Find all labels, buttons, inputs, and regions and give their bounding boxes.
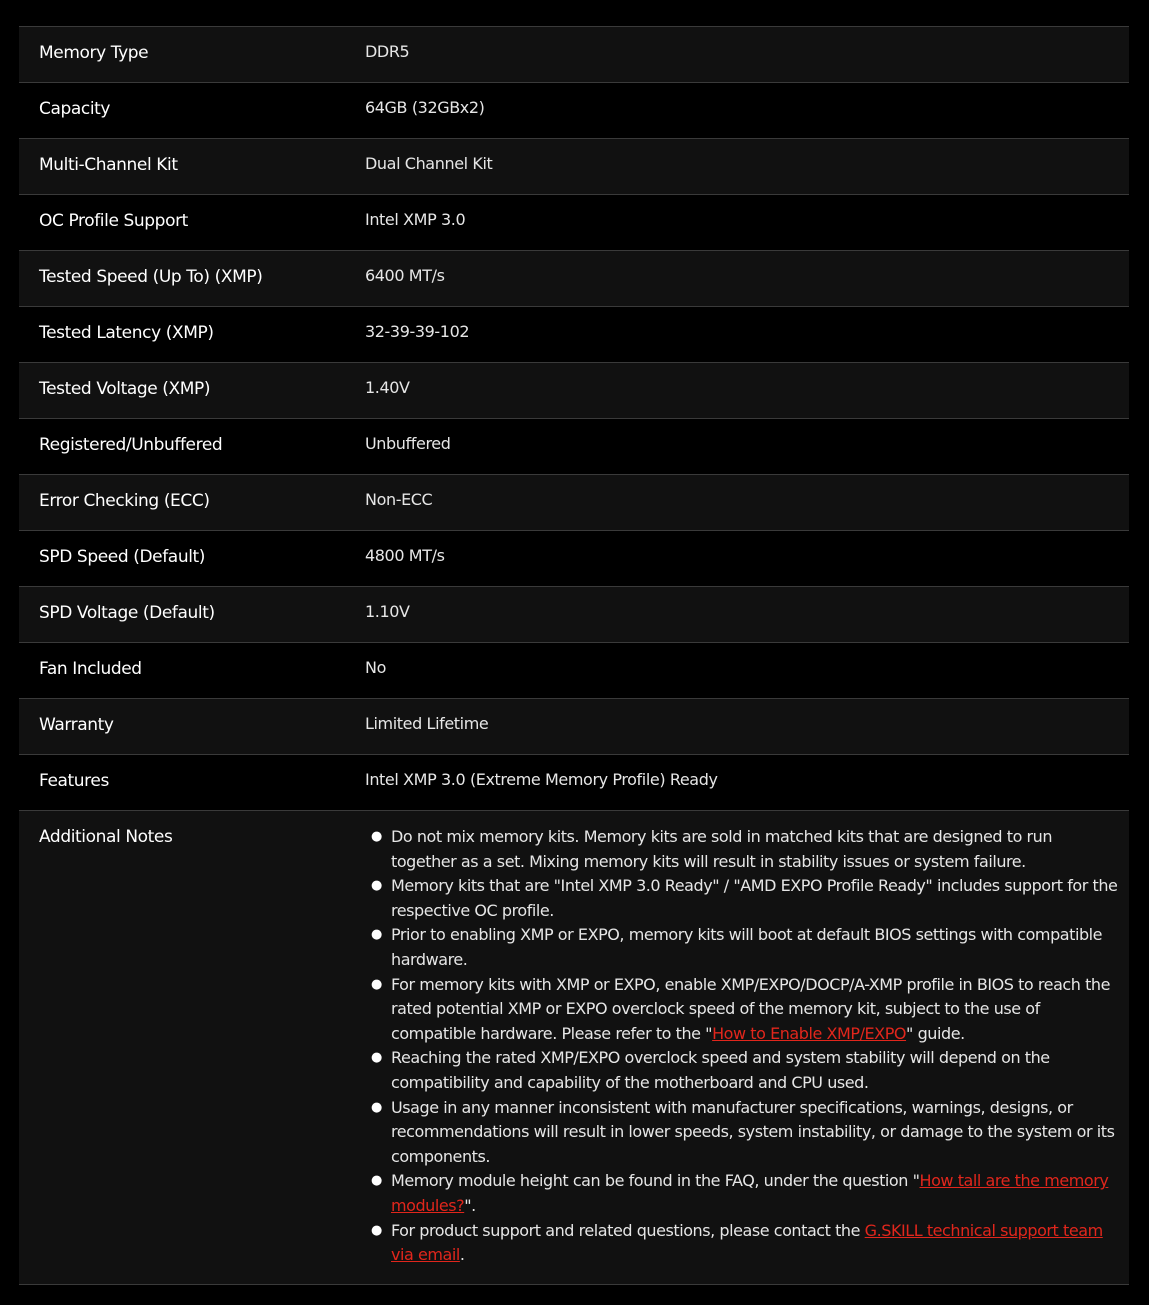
spec-label: Multi-Channel Kit (39, 155, 178, 175)
spec-label: Additional Notes (39, 827, 173, 847)
note-text: Prior to enabling XMP or EXPO, memory kits will boot at default BIOS settings with compatible hardware. (391, 925, 1103, 969)
bullet-icon: ● (371, 1099, 382, 1115)
spec-row-additional-notes (19, 811, 1129, 1285)
spec-label: Tested Voltage (XMP) (39, 379, 211, 399)
spec-label: Registered/Unbuffered (39, 435, 223, 455)
spec-row-memory-type (19, 27, 1129, 83)
spec-row-spd-voltage (19, 587, 1129, 643)
spec-row-oc-profile-support (19, 195, 1129, 251)
spec-label: Capacity (39, 99, 111, 119)
spec-label: Tested Latency (XMP) (39, 323, 214, 343)
notes-list (365, 825, 1119, 1268)
spec-label: Memory Type (39, 43, 149, 63)
spec-value: 32-39-39-102 (365, 322, 470, 341)
spec-label: SPD Speed (Default) (39, 547, 206, 567)
spec-value: Dual Channel Kit (365, 154, 493, 173)
spec-value: Unbuffered (365, 434, 451, 453)
spec-label: SPD Voltage (Default) (39, 603, 215, 623)
spec-row-fan-included (19, 643, 1129, 699)
note-text: Memory module height can be found in the FAQ, under the question " (391, 1171, 920, 1191)
note-text: Usage in any manner inconsistent with manufacturer specifications, warnings, designs, or recommendations will result in lower speeds, system instability, or damage to the system or its components. (391, 1097, 1115, 1166)
bullet-icon: ● (371, 1222, 382, 1238)
enable-xmp-guide-link[interactable]: How to Enable XMP/EXPO (712, 1023, 907, 1043)
note-text: ". (464, 1195, 476, 1215)
bullet-icon: ● (371, 829, 382, 844)
spec-row-features (19, 755, 1129, 811)
spec-value: 4800 MT/s (365, 546, 445, 565)
bullet-icon: ● (371, 878, 382, 894)
spec-row-error-checking (19, 475, 1129, 531)
list-item (371, 923, 1119, 972)
spec-row-spd-speed (19, 531, 1129, 587)
spec-row-capacity (19, 83, 1129, 139)
spec-label: Error Checking (ECC) (39, 491, 210, 511)
list-item (371, 874, 1119, 923)
note-text: Reaching the rated XMP/EXPO overclock speed and system stability will depend on the compatibility and capability of the motherboard and CPU used. (391, 1048, 1050, 1092)
notes-content (365, 811, 1129, 1284)
spec-value: Non-ECC (365, 490, 433, 509)
note-text: For memory kits with XMP or EXPO, enable XMP/EXPO/DOCP/A-XMP profile in BIOS to reach the rated potential XMP or EXPO overclock speed of the memory kit, subject to the use of compatible hardware. Please refer to the " (391, 974, 1111, 1043)
spec-value: 1.40V (365, 378, 410, 397)
bullet-icon: ● (371, 1173, 382, 1189)
list-item (371, 1169, 1119, 1218)
spec-row-registered-unbuffered (19, 419, 1129, 475)
spec-label: Fan Included (39, 659, 142, 679)
spec-label: Warranty (39, 715, 114, 735)
list-item (371, 825, 1119, 874)
note-text: . (459, 1245, 465, 1265)
spec-value: No (365, 658, 386, 677)
spec-row-multi-channel-kit (19, 139, 1129, 195)
note-text: For product support and related questions, please contact the (391, 1220, 865, 1240)
spec-row-tested-speed (19, 251, 1129, 307)
list-item (371, 1096, 1119, 1170)
bullet-icon: ● (371, 1050, 382, 1066)
spec-value: 1.10V (365, 602, 410, 621)
spec-row-tested-latency (19, 307, 1129, 363)
spec-row-tested-voltage (19, 363, 1129, 419)
tech-support-email-link[interactable]: G.SKILL technical support team via email (391, 1220, 1103, 1265)
spec-value: Limited Lifetime (365, 714, 489, 733)
spec-table (19, 26, 1129, 1285)
spec-label: Tested Speed (Up To) (XMP) (39, 267, 263, 287)
note-text: " guide. (906, 1023, 965, 1043)
note-text: Do not mix memory kits. Memory kits are sold in matched kits that are designed to run together as a set. Mixing memory kits will result in stability issues or system failure. (391, 827, 1053, 871)
spec-label: Features (39, 771, 109, 791)
spec-label: OC Profile Support (39, 211, 188, 231)
list-item (371, 1219, 1119, 1268)
bullet-icon: ● (371, 927, 382, 943)
spec-value: Intel XMP 3.0 (Extreme Memory Profile) Ready (365, 770, 718, 789)
spec-value: DDR5 (365, 42, 410, 61)
list-item (371, 973, 1119, 1047)
spec-value: 64GB (32GBx2) (365, 98, 485, 117)
module-height-faq-link[interactable]: How tall are the memory modules? (391, 1171, 1109, 1215)
bullet-icon: ● (371, 976, 382, 992)
list-item (371, 1046, 1119, 1095)
spec-value: 6400 MT/s (365, 266, 445, 285)
note-text: Memory kits that are "Intel XMP 3.0 Ready" / "AMD EXPO Profile Ready" includes support for the respective OC profile. (391, 876, 1118, 920)
spec-value: Intel XMP 3.0 (365, 210, 466, 229)
spec-row-warranty (19, 699, 1129, 755)
